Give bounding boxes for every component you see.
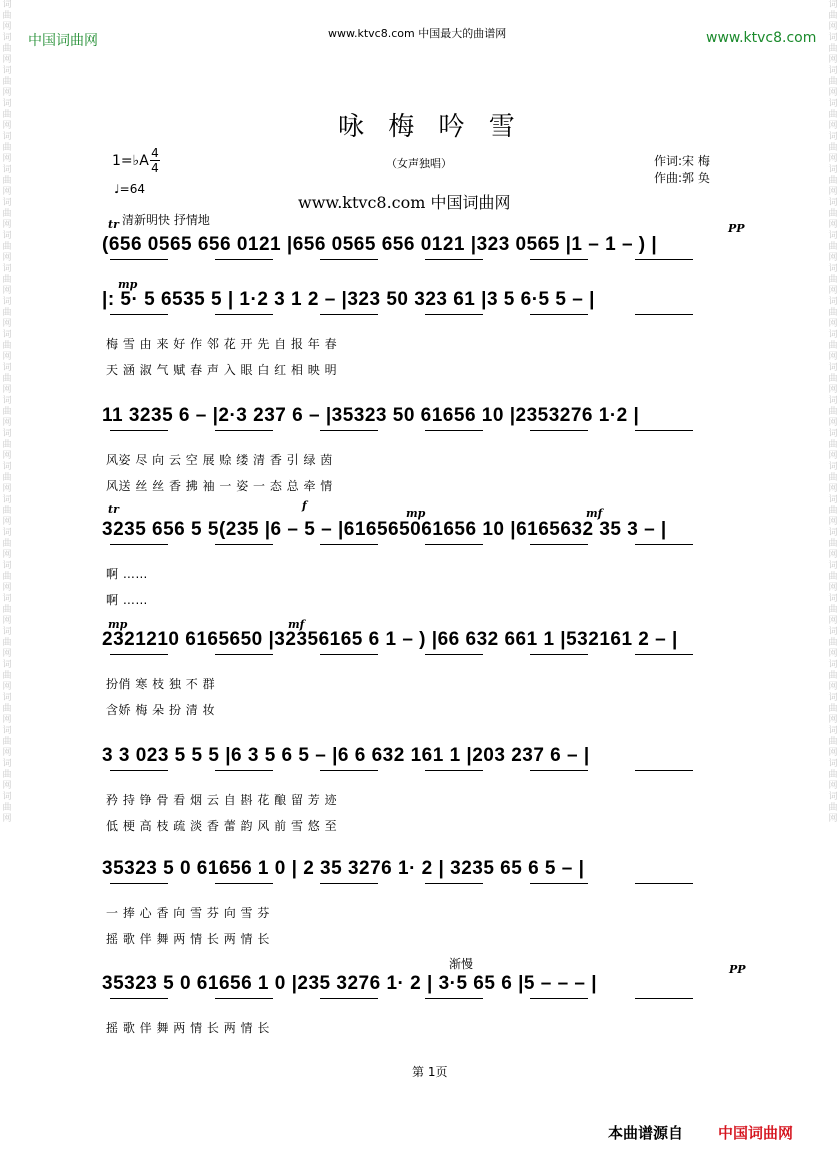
watermark-glyph: 曲 <box>828 11 838 21</box>
watermark-glyph: 网 <box>828 22 838 32</box>
watermark-glyph: 网 <box>828 88 838 98</box>
watermark-glyph: 词 <box>2 66 12 76</box>
watermark-glyph: 曲 <box>828 308 838 318</box>
watermark-glyph: 曲 <box>2 209 12 219</box>
watermark-glyph: 词 <box>2 693 12 703</box>
forte-mark: f <box>302 499 307 512</box>
watermark-glyph: 词 <box>828 165 838 175</box>
watermark-glyph: 曲 <box>828 638 838 648</box>
beam-line <box>320 998 378 999</box>
beam-line <box>215 654 273 655</box>
watermark-url: www.ktvc8.com 中国词曲网 <box>298 193 511 212</box>
watermark-glyph: 曲 <box>828 275 838 285</box>
watermark-glyph: 网 <box>828 682 838 692</box>
watermark-glyph: 曲 <box>2 572 12 582</box>
notation-line: |: 5· 5 6535 5 | 1·2 3 1 2 – |323 50 323 61 |3 5 6·5 5 – | <box>102 289 595 310</box>
watermark-glyph: 网 <box>828 748 838 758</box>
watermark-glyph: 词 <box>2 528 12 538</box>
lyric-line: 扮俏 寒 枝 独 不 群 <box>106 677 216 691</box>
watermark-glyph: 网 <box>828 583 838 593</box>
time-signature <box>150 146 160 175</box>
beam-line <box>635 259 693 260</box>
watermark-glyph: 网 <box>2 616 12 626</box>
beam-line <box>530 883 588 884</box>
watermark-glyph: 词 <box>828 363 838 373</box>
source-label: 本曲谱源自 <box>608 1124 684 1142</box>
watermark-glyph: 曲 <box>828 803 838 813</box>
lyric-line: 含娇 梅 朵 扮 清 妆 <box>106 703 216 717</box>
beam-line <box>215 883 273 884</box>
watermark-glyph: 词 <box>828 726 838 736</box>
watermark-glyph: 网 <box>828 187 838 197</box>
beam-line <box>530 544 588 545</box>
header-brand: 中国词曲网 <box>28 33 98 49</box>
beam-line <box>320 883 378 884</box>
watermark-glyph: 曲 <box>2 638 12 648</box>
watermark-glyph: 网 <box>2 517 12 527</box>
beam-line <box>635 770 693 771</box>
watermark-glyph: 曲 <box>828 539 838 549</box>
watermark-glyph: 曲 <box>828 473 838 483</box>
watermark-glyph: 曲 <box>828 770 838 780</box>
watermark-glyph: 网 <box>828 253 838 263</box>
watermark-glyph: 词 <box>2 132 12 142</box>
watermark-glyph: 词 <box>2 198 12 208</box>
watermark-glyph: 网 <box>2 748 12 758</box>
watermark-glyph: 词 <box>2 396 12 406</box>
lyric-line: 啊 …… <box>106 567 148 581</box>
beam-line <box>425 259 483 260</box>
trill-mark: tr <box>108 503 119 516</box>
beam-line <box>215 430 273 431</box>
watermark-glyph: 词 <box>828 528 838 538</box>
beam-line <box>215 770 273 771</box>
notation-line: 3235 656 5 5(235 |6 – 5 – |616565061656 10 |6165632 35 3 – | <box>102 519 667 540</box>
watermark-glyph: 曲 <box>2 374 12 384</box>
watermark-glyph: 词 <box>828 759 838 769</box>
beam-line <box>425 883 483 884</box>
watermark-glyph: 曲 <box>828 242 838 252</box>
watermark-glyph: 词 <box>828 495 838 505</box>
watermark-glyph: 网 <box>828 154 838 164</box>
notation-line: 35323 5 0 61656 1 0 | 2 35 3276 1· 2 | 3235 65 6 5 – | <box>102 858 585 879</box>
beam-line <box>110 544 168 545</box>
beam-line <box>530 770 588 771</box>
watermark-glyph: 曲 <box>2 737 12 747</box>
watermark-glyph: 曲 <box>2 341 12 351</box>
source-brand: 中国词曲网 <box>718 1124 794 1142</box>
watermark-glyph: 词 <box>2 627 12 637</box>
lyric-line: 摇 歌 伴 舞 两 情 长 两 情 长 <box>106 932 270 946</box>
watermark-glyph: 曲 <box>2 77 12 87</box>
watermark-glyph: 曲 <box>2 803 12 813</box>
composer: 作曲:郭 奂 <box>654 171 710 185</box>
tempo-marking: ♩=64 <box>114 182 145 196</box>
beam-line <box>635 998 693 999</box>
watermark-glyph: 曲 <box>2 11 12 21</box>
watermark-glyph: 网 <box>2 715 12 725</box>
watermark-glyph: 词 <box>828 396 838 406</box>
beam-line <box>215 544 273 545</box>
watermark-glyph: 曲 <box>828 704 838 714</box>
watermark-glyph: 曲 <box>828 374 838 384</box>
beam-line <box>215 314 273 315</box>
watermark-glyph: 词 <box>2 429 12 439</box>
watermark-glyph: 词 <box>828 99 838 109</box>
watermark-glyph: 网 <box>828 550 838 560</box>
beam-line <box>425 430 483 431</box>
watermark-glyph: 网 <box>828 451 838 461</box>
watermark-glyph: 曲 <box>828 407 838 417</box>
watermark-glyph: 网 <box>828 418 838 428</box>
watermark-glyph: 网 <box>2 286 12 296</box>
watermark-glyph: 词 <box>828 264 838 274</box>
watermark-glyph: 网 <box>2 253 12 263</box>
beam-line <box>110 770 168 771</box>
beam-line <box>530 314 588 315</box>
watermark-glyph: 网 <box>2 220 12 230</box>
beam-line <box>635 883 693 884</box>
lyric-line: 天 涵 淑 气 赋 春 声 入 眼 白 红 相 映 明 <box>106 363 338 377</box>
lyric-line: 一 捧 心 香 向 雪 芬 向 雪 芬 <box>106 906 270 920</box>
lyricist: 作词:宋 梅 <box>654 154 710 168</box>
watermark-glyph: 词 <box>2 561 12 571</box>
watermark-glyph: 曲 <box>2 671 12 681</box>
pianissimo-mark: PP <box>728 222 745 235</box>
watermark-glyph: 网 <box>2 682 12 692</box>
watermark-glyph: 曲 <box>828 44 838 54</box>
watermark-glyph: 词 <box>828 198 838 208</box>
watermark-glyph: 网 <box>2 781 12 791</box>
beam-line <box>425 544 483 545</box>
beam-line <box>110 430 168 431</box>
expression-mark: 清新明快 抒情地 <box>122 213 210 227</box>
lyric-line: 低 梗 高 枝 疏 淡 香 蕾 韵 风 前 雪 悠 至 <box>106 819 338 833</box>
watermark-glyph: 网 <box>828 352 838 362</box>
watermark-glyph: 词 <box>828 627 838 637</box>
watermark-glyph: 词 <box>828 231 838 241</box>
watermark-glyph: 词 <box>2 33 12 43</box>
watermark-glyph: 曲 <box>828 671 838 681</box>
beam-line <box>110 883 168 884</box>
watermark-glyph: 网 <box>828 484 838 494</box>
lyric-line: 梅 雪 由 来 好 作 邻 花 开 先 自 报 年 春 <box>106 337 338 351</box>
lyric-line: 风送 丝 丝 香 拂 袖 一 姿 一 态 总 牵 情 <box>106 479 333 493</box>
mezzo-forte-mark: mf <box>586 507 603 520</box>
watermark-glyph: 曲 <box>2 440 12 450</box>
beam-line <box>110 259 168 260</box>
watermark-glyph: 网 <box>828 220 838 230</box>
watermark-glyph: 曲 <box>2 143 12 153</box>
watermark-glyph: 网 <box>2 583 12 593</box>
watermark-glyph: 网 <box>2 319 12 329</box>
notation-line: (656 0565 656 0121 |656 0565 656 0121 |323 0565 |1 – 1 – ) | <box>102 234 658 255</box>
beam-line <box>530 998 588 999</box>
watermark-glyph: 网 <box>828 814 838 824</box>
lyric-line: 矜 持 铮 骨 看 烟 云 自 斟 花 酿 留 芳 迹 <box>106 793 338 807</box>
right-watermark-strip <box>826 0 840 1169</box>
watermark-glyph: 词 <box>2 462 12 472</box>
watermark-glyph: 词 <box>2 99 12 109</box>
watermark-glyph: 网 <box>2 352 12 362</box>
mezzo-forte-mark: mf <box>288 618 305 631</box>
mezzo-piano-mark: mp <box>118 278 138 291</box>
beam-line <box>530 654 588 655</box>
watermark-glyph: 网 <box>2 385 12 395</box>
ritardando-mark: 渐慢 <box>449 957 474 971</box>
watermark-glyph: 网 <box>2 154 12 164</box>
beam-line <box>425 654 483 655</box>
beam-line <box>425 770 483 771</box>
song-title: 咏 梅 吟 雪 <box>338 112 523 142</box>
beam-line <box>320 770 378 771</box>
header-center-text: www.ktvc8.com 中国最大的曲谱网 <box>328 27 507 40</box>
beam-line <box>215 259 273 260</box>
header-url: www.ktvc8.com <box>706 30 817 46</box>
watermark-glyph: 网 <box>828 517 838 527</box>
watermark-glyph: 曲 <box>2 308 12 318</box>
watermark-glyph: 词 <box>2 363 12 373</box>
beam-line <box>110 314 168 315</box>
watermark-glyph: 词 <box>828 297 838 307</box>
beam-line <box>635 430 693 431</box>
watermark-glyph: 曲 <box>2 473 12 483</box>
watermark-glyph: 曲 <box>828 110 838 120</box>
watermark-glyph: 词 <box>2 0 12 10</box>
watermark-glyph: 网 <box>2 484 12 494</box>
watermark-glyph: 词 <box>2 264 12 274</box>
watermark-glyph: 网 <box>828 715 838 725</box>
watermark-glyph: 曲 <box>828 737 838 747</box>
watermark-glyph: 词 <box>2 165 12 175</box>
watermark-glyph: 词 <box>828 462 838 472</box>
page-number: 第 1页 <box>412 1065 448 1079</box>
lyric-line: 摇 歌 伴 舞 两 情 长 两 情 长 <box>106 1021 270 1035</box>
left-watermark-strip <box>0 0 14 1169</box>
watermark-glyph: 曲 <box>828 506 838 516</box>
lyric-line: 风姿 尽 向 云 空 展 赊 缕 清 香 引 绿 茵 <box>106 453 333 467</box>
time-sig-bottom: 4 <box>151 161 159 175</box>
watermark-glyph: 网 <box>2 550 12 560</box>
watermark-glyph: 网 <box>2 121 12 131</box>
beam-line <box>635 544 693 545</box>
watermark-glyph: 网 <box>2 22 12 32</box>
notation-line: 35323 5 0 61656 1 0 |235 3276 1· 2 | 3·5 65 6 |5 – – – | <box>102 973 598 994</box>
key-signature: 1=♭A <box>112 153 149 169</box>
watermark-glyph: 曲 <box>2 176 12 186</box>
watermark-glyph: 词 <box>2 660 12 670</box>
beam-line <box>530 430 588 431</box>
watermark-glyph: 词 <box>828 792 838 802</box>
watermark-glyph: 词 <box>828 693 838 703</box>
watermark-glyph: 曲 <box>2 506 12 516</box>
lyric-line: 啊 …… <box>106 593 148 607</box>
watermark-glyph: 网 <box>2 55 12 65</box>
watermark-glyph: 曲 <box>828 605 838 615</box>
watermark-glyph: 网 <box>828 286 838 296</box>
beam-line <box>320 314 378 315</box>
watermark-glyph: 词 <box>2 726 12 736</box>
watermark-glyph: 网 <box>2 187 12 197</box>
watermark-glyph: 曲 <box>2 110 12 120</box>
notation-line: 11 3235 6 – |2·3 237 6 – |35323 50 61656 10 |2353276 1·2 | <box>102 405 640 426</box>
watermark-glyph: 网 <box>2 418 12 428</box>
watermark-glyph: 网 <box>2 451 12 461</box>
watermark-glyph: 词 <box>828 0 838 10</box>
watermark-glyph: 网 <box>828 385 838 395</box>
notation-line: 2321210 6165650 |32356165 6 1 – ) |66 632 661 1 |532161 2 – | <box>102 629 678 650</box>
watermark-glyph: 词 <box>828 660 838 670</box>
watermark-glyph: 曲 <box>828 209 838 219</box>
beam-line <box>320 259 378 260</box>
watermark-glyph: 网 <box>828 55 838 65</box>
watermark-glyph: 词 <box>2 594 12 604</box>
beam-line <box>110 998 168 999</box>
beam-line <box>215 998 273 999</box>
watermark-glyph: 词 <box>828 594 838 604</box>
watermark-glyph: 词 <box>2 759 12 769</box>
watermark-glyph: 词 <box>2 495 12 505</box>
watermark-glyph: 曲 <box>2 704 12 714</box>
beam-line <box>320 544 378 545</box>
watermark-glyph: 网 <box>828 616 838 626</box>
trill-mark: tr <box>108 218 119 231</box>
watermark-glyph: 曲 <box>2 770 12 780</box>
watermark-glyph: 曲 <box>828 143 838 153</box>
mezzo-piano-mark: mp <box>108 618 128 631</box>
beam-line <box>425 314 483 315</box>
notation-line: 3 3 023 5 5 5 |6 3 5 6 5 – |6 6 632 161 1 |203 237 6 – | <box>102 745 590 766</box>
watermark-glyph: 网 <box>2 814 12 824</box>
watermark-glyph: 曲 <box>2 44 12 54</box>
watermark-glyph: 网 <box>828 319 838 329</box>
watermark-glyph: 网 <box>828 121 838 131</box>
beam-line <box>635 314 693 315</box>
watermark-glyph: 词 <box>828 330 838 340</box>
beam-line <box>635 654 693 655</box>
beam-line <box>110 654 168 655</box>
watermark-glyph: 曲 <box>828 176 838 186</box>
watermark-glyph: 曲 <box>2 407 12 417</box>
beam-line <box>425 998 483 999</box>
beam-line <box>320 654 378 655</box>
watermark-glyph: 词 <box>2 330 12 340</box>
watermark-glyph: 词 <box>828 429 838 439</box>
beam-line <box>530 259 588 260</box>
pianissimo-mark: PP <box>729 963 746 976</box>
watermark-glyph: 曲 <box>828 440 838 450</box>
watermark-glyph: 词 <box>828 132 838 142</box>
watermark-glyph: 词 <box>2 231 12 241</box>
watermark-glyph: 曲 <box>828 572 838 582</box>
watermark-glyph: 网 <box>2 88 12 98</box>
watermark-glyph: 曲 <box>2 242 12 252</box>
watermark-glyph: 曲 <box>828 341 838 351</box>
watermark-glyph: 词 <box>828 33 838 43</box>
watermark-glyph: 曲 <box>2 275 12 285</box>
watermark-glyph: 词 <box>828 561 838 571</box>
watermark-glyph: 词 <box>2 792 12 802</box>
watermark-glyph: 网 <box>2 649 12 659</box>
subtitle: （女声独唱） <box>386 157 452 170</box>
beam-line <box>320 430 378 431</box>
watermark-glyph: 曲 <box>2 539 12 549</box>
watermark-glyph: 词 <box>828 66 838 76</box>
watermark-glyph: 网 <box>828 649 838 659</box>
watermark-glyph: 词 <box>2 297 12 307</box>
watermark-glyph: 曲 <box>828 77 838 87</box>
mezzo-piano-mark: mp <box>406 507 426 520</box>
watermark-glyph: 曲 <box>2 605 12 615</box>
time-sig-top: 4 <box>151 146 159 160</box>
watermark-glyph: 网 <box>828 781 838 791</box>
